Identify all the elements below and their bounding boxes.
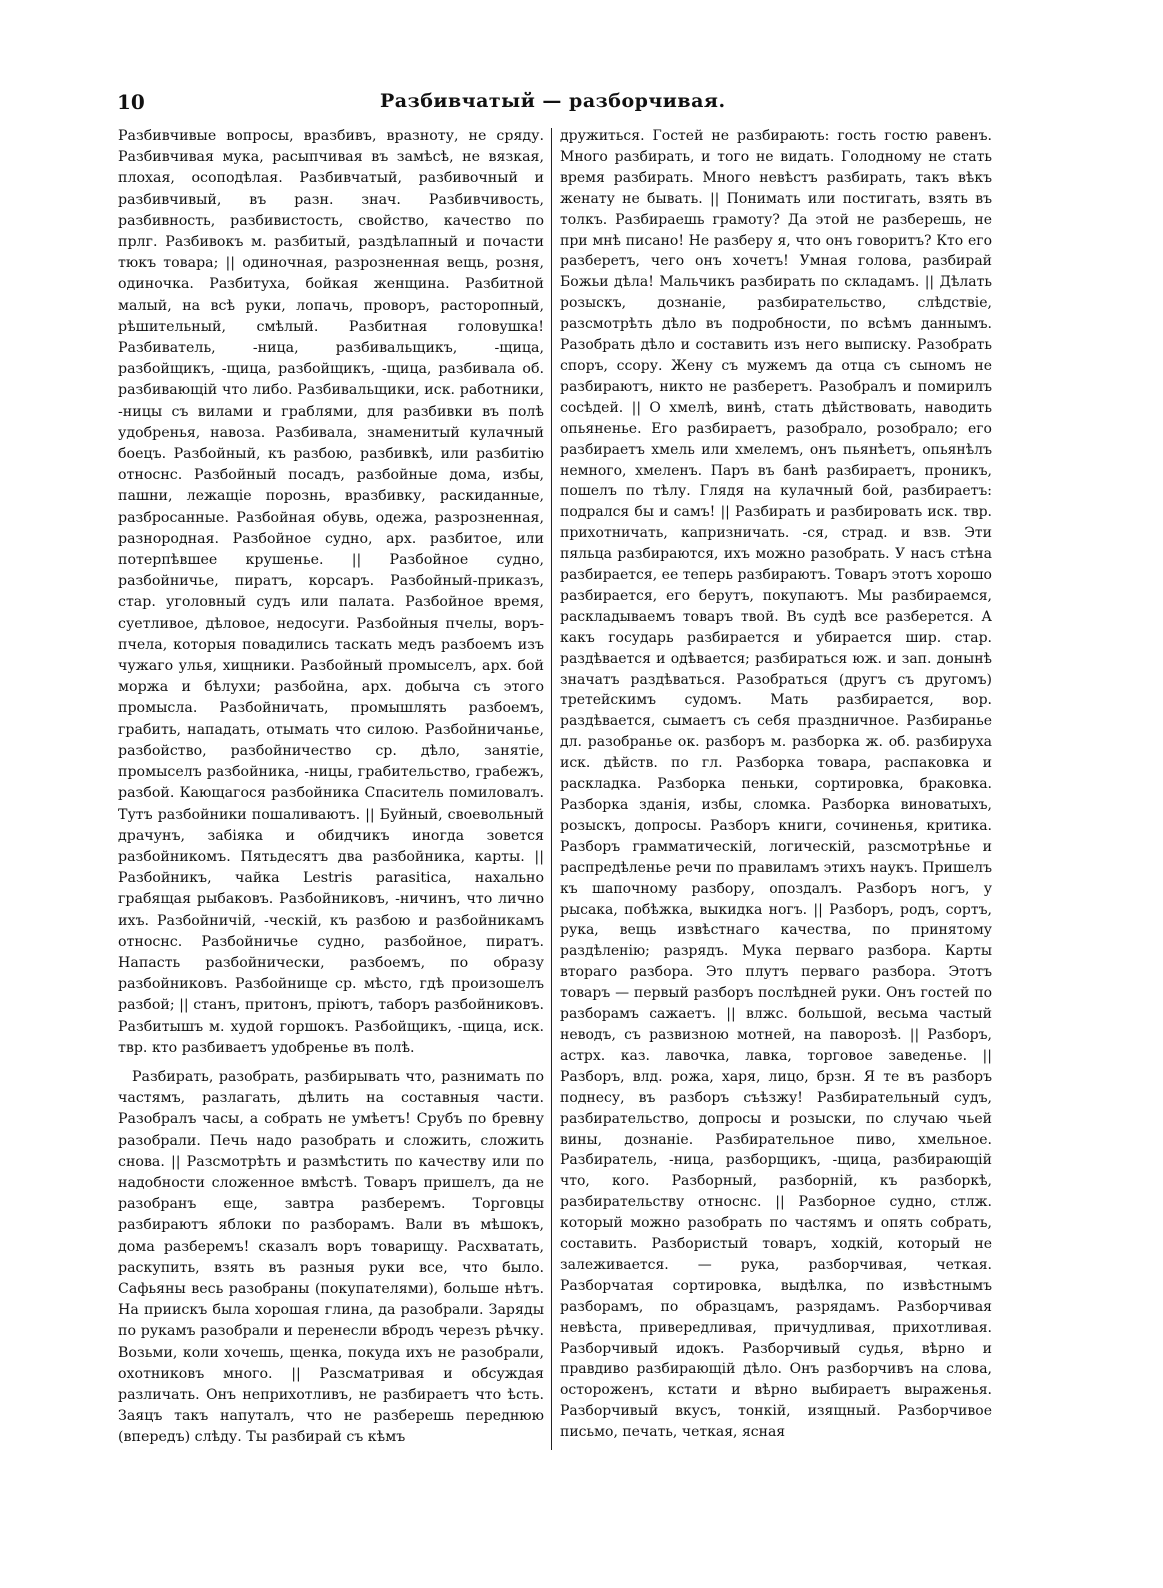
page-number: 10 bbox=[117, 90, 145, 114]
right-paragraph: дружиться. Гостей не разбирають: гость гостю равенъ. Много разбирать, и того не видать. Голодному не стать время разбирать. Много невѣстъ разбирать, такъ вѣкъ женату не бывать. || Понимать или постигать, взять въ толкъ. Разбираешь грамоту? Да этой не разберешь, не при мнѣ писано! Не разберу я, что онъ говоритъ? Кто его разберетъ, чего онъ хочетъ! Умная голова, разбирай Божьи дѣла! Мальчикъ разбирать по складамъ. || Дѣлать розыскъ, дознаніе, разбирательство, слѣдствіе, разсмотрѣть дѣло въ подробности, по всѣмъ даннымъ. Разобрать дѣло и составить изъ него выписку. Разобрать споръ, ссору. Жену съ мужемъ да отца съ сыномъ не разбираютъ, никто не разберетъ. Разобралъ и помирилъ сосѣдей. || О хмелѣ, винѣ, стать дѣйствовать, наводить опьяненье. Его разбираетъ, разобрало, розобрало; его разбираетъ хмель или хмелемъ, онъ пьянѣетъ, опьянѣлъ немного, хмеленъ. Паръ въ банѣ разбираетъ, проникъ, пошелъ по тѣлу. Глядя на кулачный бой, разбираетъ: подрался бы и самъ! || Разбирать и разбировать иск. твр. прихотничать, капризничать. -ся, страд. и взв. Эти пяльца разбираются, ихъ можно разобрать. У насъ стѣна разбирается, ее теперь разбираютъ. Товаръ этотъ хорошо разбирается, его берутъ, покупаютъ. Мы разбираемся, раскладываемъ товаръ твой. Въ судѣ все разберется. А какъ государь разбирается и убирается шир. стар. раздѣвается и одѣвается; разбираться юж. и зап. донынѣ значатъ раздѣваться. Разобраться (другъ съ другомъ) третейскимъ судомъ. Мать разбирается, вор. раздѣвается, сымаетъ съ себя праздничное. Разбиранье дл. разобранье ок. разборъ м. разборка ж. об. разбируха иск. дѣйств. по гл. Разборка товара, распаковка и раскладка. Разборка пеньки, сортировка, браковка. Разборка зданія, избы, сломка. Разборка виноватыхъ, розыскъ, допросы. Разборъ книги, сочиненья, критика. Разборъ грамматическій, логическій, разсмотрѣнье и распредѣленье речи по правиламъ этихъ наукъ. Пришелъ къ шапочному разбору, опоздалъ. Разборъ ногъ, у рысака, побѣжка, выкидка ногъ. || Разборъ, родъ, сортъ, рука, вещь извѣстнаго качества, по принятому раздѣленію; разрядъ. Мука перваго разбора. Карты втораго разбора. Это плутъ перваго разбора. Этотъ товаръ — первый разборъ послѣдней руки. Онъ гостей по разборамъ сажаетъ. || влжс. большой, весьма частый неводъ, съ развизною мотней, на паворозѣ. || Разборъ, астрх. каз. лавочка, лавка, торговое заведенье. || Разборъ, влд. рожа, харя, лицо, брзн. Я те въ разборъ поднесу, въ разборъ съѣзжу! Разбирательный судъ, разбирательство, допросы и розыски, по случаю чьей вины, дознаніе. Разбирательное пиво, хмельное. Разбиратель, -ница, разборщикъ, -щица, разбирающій что, кого. Разборный, разборній, къ разборкѣ, разбирательству относнс. || Разборное судно, стлж. который можно разобрать по частямъ и опять собрать, составить. Разбористый товаръ, ходкій, который не залеживается. — рука, разборчивая, четкая. Разборчатая сортировка, выдѣлка, по извѣстнымъ разборамъ, по образцамъ, разрядамъ. Разборчивая невѣста, привередливая, причудливая, прихотливая. Разборчивый идокъ. Разборчивый судья, вѣрно и правдиво разбирающій дѣло. Онъ разборчивъ на слова, остороженъ, кстати и вѣрно выбираетъ выраженья. Разборчивый вкусъ, тонкій, изящный. Разборчивое письмо, печать, четкая, ясная bbox=[560, 128, 992, 1441]
left-paragraph: Разбирать, разобрать, разбирывать что, разнимать по частямъ, разлагать, дѣлить на составныя части. Разобралъ часы, а собрать не умѣетъ! Срубъ по бревну разобрали. Печь надо разобрать и сложить, сложить снова. || Разсмотрѣть и размѣстить по качеству или по надобности сложенное вмѣстѣ. Товаръ пришелъ, да не разобранъ еще, завтра разберемъ. Торговцы разбираютъ яблоки по разборамъ. Вали въ мѣшокъ, дома разберемъ! сказалъ воръ товарищу. Расхватать, раскупить, взять въ разныя руки все, что было. Сафьяны весь разобраны (покупателями), больше нѣтъ. На приискъ была хорошая глина, да разобрали. Заряды по рукамъ разобрали и перенесли вбродъ черезъ рѣчку. Возьми, коли хочешь, щенка, покуда ихъ не разобрали, охотниковъ много. || Разсматривая и обсуждая различать. Онъ неприхотливъ, не разбираетъ что ѣсть. Заяцъ такъ напуталъ, что не разберешь переднюю (впередъ) слѣду. Ты разбирай съ кѣмъ bbox=[118, 1068, 544, 1446]
right-column bbox=[560, 126, 992, 1443]
running-head: Разбивчатый — разборчивая. bbox=[380, 90, 726, 112]
column-divider bbox=[551, 128, 552, 1450]
left-column bbox=[118, 126, 544, 1449]
left-paragraph: Разбивчивые вопросы, вразбивъ, вразноту, не сряду. Разбивчивая мука, расыпчивая въ замѣсѣ, не вязкая, плохая, осоподѣлая. Разбивчатый, разбивочный и разбивчивый, въ разн. знач. Разбивчивость, разбивность, разбивистость, свойство, качество по прлг. Разбивокъ м. разбитый, раздѣлапный и почасти тюкъ товара; || одиночная, разрозненная вещь, розня, одиночка. Разбитуха, бойкая женщина. Разбитной малый, на всѣ руки, лопачь, проворъ, расторопный, рѣшительный, смѣлый. Разбитная головушка! Разбиватель, -ница, разбивальщикъ, -щица, разбойщикъ, -щица, разбойщикъ, -щица, разбивала об. разбивающій что либо. Разбивальщики, иск. работники, -ницы съ вилами и граблями, для разбивки въ полѣ удобренья, навоза. Разбивала, знаменитый кулачный боецъ. Разбойный, къ разбою, разбивкѣ, или разбитію относнс. Разбойный посадъ, разбойные дома, избы, пашни, лежащіе порознь, вразбивку, раскиданные, разбросанные. Разбойная обувь, одежа, разрозненная, разнородная. Разбойное судно, арх. разбитое, или потерпѣвшее крушенье. || Разбойное судно, разбойничье, пиратъ, корсаръ. Разбойный-приказъ, стар. уголовный судъ или палата. Разбойное время, суетливое, дѣловое, недосуги. Разбойныя пчелы, воръ-пчела, которыя повадились таскать медъ разбоемъ изъ чужаго улья, хищники. Разбойный промыселъ, арх. бой моржа и бѣлухи; разбойна, арх. добыча съ этого промысла. Разбойничать, промышлять разбоемъ, грабить, нападать, отымать что силою. Разбойничанье, разбойство, разбойничество ср. дѣло, занятіе, промыселъ разбойника, -ницы, грабительство, грабежъ, разбой. Кающагося разбойника Спаситель помиловалъ. Тутъ разбойники пошаливаютъ. || Буйный, своевольный драчунъ, забіяка и обидчикъ иногда зовется разбойникомъ. Пятьдесятъ два разбойника, карты. || Разбойникъ, чайка Lestris parasitica, нахально грабящая рыбаковъ. Разбойниковъ, -ничинъ, что лично ихъ. Разбойничій, -ческій, къ разбою и разбойникамъ относнс. Разбойничье судно, разбойное, пиратъ. Напасть разбойнически, разбоемъ, по образу разбойниковъ. Разбойнище ср. мѣсто, гдѣ произошелъ разбой; || станъ, притонъ, пріютъ, таборъ разбойниковъ. Разбитышъ м. худой горшокъ. Разбойщикъ, -щица, иск. твр. кто разбиваетъ удобренье въ полѣ. bbox=[118, 128, 544, 1056]
